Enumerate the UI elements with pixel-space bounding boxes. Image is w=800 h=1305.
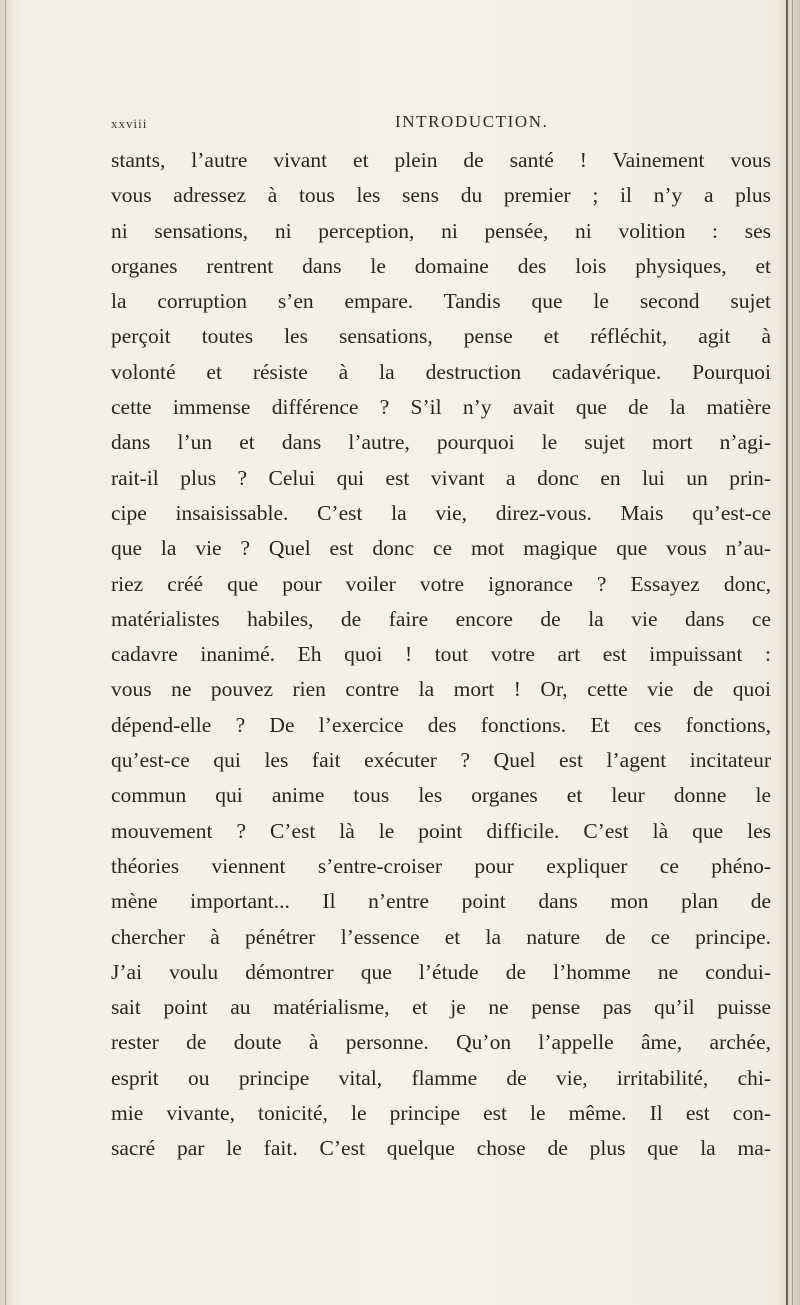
text-line: la corruption s’en empare. Tandis que le second sujet	[111, 289, 771, 314]
page-header	[111, 110, 771, 136]
running-head: INTRODUCTION.	[395, 112, 549, 131]
text-line: cadavre inanimé. Eh quoi ! tout votre art est impuissant :	[111, 642, 771, 667]
page-edge-right	[778, 0, 800, 1305]
text-line: théories viennent s’entre-croiser pour expliquer ce phéno-	[111, 853, 771, 878]
text-line: volonté et résiste à la destruction cadavérique. Pourquoi	[111, 359, 771, 384]
text-line: qu’est-ce qui les fait exécuter ? Quel est l’agent incitateur	[111, 748, 771, 773]
text-line: sait point au matérialisme, et je ne pense pas qu’il puisse	[111, 995, 771, 1020]
page-number: xxviii	[111, 116, 148, 131]
text-line: dépend-elle ? De l’exercice des fonctions. Et ces fonctions,	[111, 712, 771, 737]
text-line: ni sensations, ni perception, ni pensée, ni volition : ses	[111, 218, 771, 243]
text-line: perçoit toutes les sensations, pense et réfléchit, agit à	[111, 324, 771, 349]
text-line: riez créé que pour voiler votre ignorance ? Essayez donc,	[111, 571, 771, 596]
text-line: vous ne pouvez rien contre la mort ! Or, cette vie de quoi	[111, 677, 771, 702]
text-line: mouvement ? C’est là le point difficile. C’est là que les	[111, 818, 771, 843]
page-gutter-left	[0, 0, 14, 1305]
text-line: mie vivante, tonicité, le principe est le même. Il est con-	[111, 1101, 771, 1126]
text-line: sacré par le fait. C’est quelque chose de plus que la ma-	[111, 1136, 771, 1161]
text-line: commun qui anime tous les organes et leur donne le	[111, 783, 771, 808]
text-line: dans l’un et dans l’autre, pourquoi le sujet mort n’agi-	[111, 430, 771, 455]
text-line: stants, l’autre vivant et plein de santé ! Vainement vous	[111, 148, 771, 172]
text-line: rait-il plus ? Celui qui est vivant a donc en lui un prin-	[111, 465, 771, 490]
text-line: que la vie ? Quel est donc ce mot magique que vous n’au-	[111, 536, 771, 561]
text-line: matérialistes habiles, de faire encore de la vie dans ce	[111, 606, 771, 631]
text-line: cette immense différence ? S’il n’y avait que de la matière	[111, 395, 771, 420]
text-line: cipe insaisissable. C’est la vie, direz-vous. Mais qu’est-ce	[111, 500, 771, 525]
text-line: organes rentrent dans le domaine des lois physiques, et	[111, 253, 771, 278]
body-text	[111, 143, 771, 1167]
text-line: rester de doute à personne. Qu’on l’appelle âme, archée,	[111, 1030, 771, 1055]
text-line: esprit ou principe vital, flamme de vie, irritabilité, chi-	[111, 1065, 771, 1090]
text-line: J’ai voulu démontrer que l’étude de l’homme ne condui-	[111, 959, 771, 984]
text-line: vous adressez à tous les sens du premier ; il n’y a plus	[111, 183, 771, 208]
text-line: mène important... Il n’entre point dans mon plan de	[111, 889, 771, 914]
text-line: chercher à pénétrer l’essence et la nature de ce principe.	[111, 924, 771, 949]
